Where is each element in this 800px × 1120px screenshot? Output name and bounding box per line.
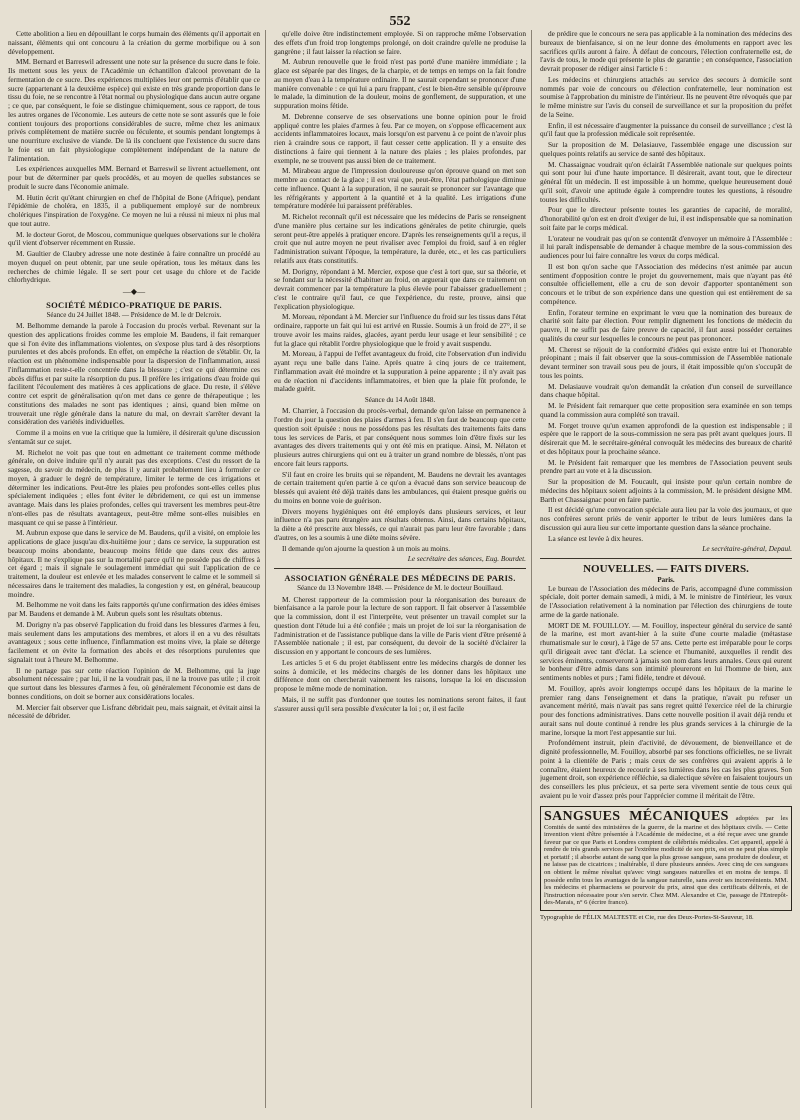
paragraph: S'il faut en croire les bruits qui se répandent, M. Baudens ne devrait les avantages de certain traitement qu'en partie à ce qu'on a évacué dans son service beaucoup de blessés qui avaient été déjà traités dans les ambulances, qui étaient presque guéris ou du moins en bonne voie de guérison. xyxy=(274,469,526,505)
paragraph: M. le Président fait remarquer que les membres de l'Association peuvent seuls prendre part au vote et à la discussion. xyxy=(540,457,792,476)
paragraph: Les médecins et chirurgiens attachés au service des secours à domicile sont nommés par voie de concours ou d'élection confraternelle, leur nomination est soumise à l'approbation du ministre de l'intérieur. Ils ne peuvent être révoqués que par le même ministre sur l'avis du conseil de surveillance et sur la proposition du préfet de la Seine. xyxy=(540,74,792,119)
paragraph: Cette abolition a lieu en dépouillant le corps humain des éléments qu'il apportait en naissant, éléments qui ont concouru à la création du germe morbifique ou à son développement. xyxy=(8,30,260,56)
advertisement-box xyxy=(540,806,792,911)
paragraph: Mais, il ne suffit pas d'ordonner que toutes les nominations seront faites, il faut s'assurer aussi qu'il sera possible d'exécuter la loi ; or, il est facile xyxy=(274,694,526,713)
paragraph: Il est décidé qu'une convocation spéciale aura lieu par la voie des journaux, et que nos confrères seront priés de venir apporter le tribut de leurs lumières dans la discussion qui aura lieu sur cette importante question dans la séance prochaine. xyxy=(540,505,792,532)
article-columns xyxy=(8,30,792,1108)
paragraph: La séance est levée à dix heures. xyxy=(548,533,644,543)
paragraph: M. Dorigny n'a pas observé l'application du froid dans les blessures d'armes à feu, mais seulement dans les amputations des membres, et alors il en a vu des résultats avantageux ; sous cette influence, l'inflammation est moins vive, la plaie se déterge facilement et on évite la formation des abcès et des résorptions purulentes que signalait tout à l'heure M. Belhomme. xyxy=(8,619,260,664)
paragraph: Le bureau de l'Association des médecins de Paris, accompagné d'une commission spéciale, doit porter demain samedi, à midi, à M. le ministre de l'intérieur, les vœux de l'Association relativement à la nomination par l'élection des chirurgiens de toute arme de la garde nationale. xyxy=(540,583,792,619)
paragraph: M. Moreau, répondant à M. Mercier sur l'influence du froid sur les tissus dans l'état ordinaire, rapporte un fait qui lui est arrivé en Russie. Soumis à un froid de 27°, il se trouve avoir les mains raides, glacées, ayant perdu leur usage et leur sensibilité ; ce fut la glace qui rétablit l'ordre physiologique que le froid y avait suspendu. xyxy=(274,312,526,348)
paragraph: M. le Président fait remarquer que cette proposition sera examinée en son temps quand la commission aura complété son travail. xyxy=(540,401,792,419)
ornament-divider: —◆— xyxy=(122,287,146,296)
paragraph: M. Hutin écrit qu'étant chirurgien en chef de l'hôpital de Bone (Afrique), pendant l'épidémie de choléra, en 1835, il a publiquement employé sur de nombreux cholériques l'inspiration de l'oxygène. Ce moyen ne lui a réussi ni mieux ni plus mal que tout autre. xyxy=(8,192,260,228)
news-heading: NOUVELLES. — FAITS DIVERS. xyxy=(583,563,749,575)
paragraph: M. Gaultier de Claubry adresse une note destinée à faire connaître un procédé au moyen duquel on peut obtenir, par une seule opération, tous les métaux dans les recherches de chimie légale. Il se sert pour cet usage du chlore et de l'acide chlorhydrique. xyxy=(8,249,260,285)
paragraph: Profondément instruit, plein d'activité, de dévouement, de bienveillance et de dignité professionnelle, M. Fouilloy, absorbé par ses fonctions officielles, ne se livrait point à la clientèle de Paris ; mais ceux de ses confrères qui avaient appris à le connaître, étaient heureux de recourir à ses lumières dans les cas les plus graves. Son jugement droit, son expérience réfléchie, sa dialectique sévère en faisaient toujours un des conseillers les plus précieux, et sa perte sera vivement sentie de tous ceux qui avaient pu le voir d'assez près pour l'apprécier comme il méritait de l'être. xyxy=(540,738,792,800)
paragraph: M. Debrenne conserve de ses observations une bonne opinion pour le froid appliqué contre les plaies d'armes à feu. Par ce moyen, on s'oppose efficacement aux accidents inflammatoires locaux, mais lorsqu'on est parvenu à ce point de n'avoir plus rien à craindre sous ce rapport, il faut cesser cette application. Il y a ensuite des distinctions à faire qui tiennent à la nature des plaies ; les plaies profondes, par exemple, ne se trouvent pas aussi bien de ce traitement. xyxy=(274,111,526,165)
paragraph: Il ne partage pas sur cette réaction l'opinion de M. Belhomme, qui la juge absolument nécessaire ; par lui, il ne la voudrait pas, il ne la trouve pas utile ; il croit que surtout dans les blessures d'armes à feu, où généralement l'économie est dans de bonnes conditions, on doit se borner aux considérations locales. xyxy=(8,665,260,701)
paragraph: Enfin, l'orateur termine en exprimant le vœu que la nomination des bureaux de charité soit faite par élection. Pour remplir dignement les fonctions de médecin du pauvre, il ne suffit pas de faire preuve de capacité, il faut aussi posséder certaines qualités du cœur sur lesquelles le concours ne peut pas prononcer. xyxy=(540,307,792,343)
paragraph: M. Charrier, à l'occasion du procès-verbal, demande qu'on laisse en permanence à l'ordre du jour la question des plaies d'armes à feu. Il s'en faut de beaucoup que cette question soit épuisée : nous ne possédons pas les résultats des traitements faits dans tous les services de Paris, et par conséquent nous sommes loin d'être fixés sur les avantages des divers traitements qui y ont été mis en pratique. Ainsi, M. Nélaton et plusieurs autres chirurgiens qui ont eu à traiter un grand nombre de blessés, n'ont pas encore fait leurs rapports. xyxy=(274,406,526,468)
session-date: Séance du 14 Août 1848. xyxy=(364,396,436,404)
paragraph: M. Mirabeau argue de l'impression douloureuse qu'on éprouve quand on met son membre au contact de la glace ; il est vrai que, peut-être, l'état pathologique diminue cette influence. Quant à la suppuration, il ne saurait se prononcer sur l'avantage que les réfrigérants y apportent à la quantité et à la qualité. Les irrigations d'une température modérée lui paraissent préférables. xyxy=(274,166,526,211)
paragraph: M. Delasiauve voudrait qu'on demandât la création d'un conseil de surveillance dans chaque hôpital. xyxy=(540,381,792,400)
signature: Le secrétaire-général, Depaul. xyxy=(702,544,792,554)
paragraph: M. Richelot reconnaît qu'il est nécessaire que les médecins de Paris se renseignent d'une manière plus certaine sur les indications générales de petite chirurgie, quels seront peut-être appelés à pratiquer encore. D'après les renseignements qu'il a reçus, il croit que nul autre moyen ne peut rivaliser avec l'emploi du froid, sauf à en régler l'administration suivant l'époque, la température, la durée, etc., et les cas particuliers relatifs aux états constitutifs. xyxy=(274,212,526,265)
paragraph: M. Chassaignac voudrait qu'on éclairât l'Assemblée nationale sur quelques points qui sont pour lui d'une haute importance. Il désirerait, avant tout, que le directeur général fût un médecin. Il est impossible à un homme, quelque heureusement doué qu'il soit, d'avoir une aptitude égale à comprendre toutes les questions, à résoudre toutes les difficultés. xyxy=(540,159,792,204)
paragraph: M. Aubrun renouvelle que le froid n'est pas porté d'une manière immédiate ; la glace est séparée par des linges, de la charpie, et de temps en temps on la fait fondre au moyen d'eau à la température ordinaire. Il ne saurait cependant se prononcer d'une manière convenable : ce qui lui a paru frappant, c'est le bien-être sensible qu'éprouve le malade, la diminution de la douleur, moins de gonflement, de suppuration, et une suppuration moins fétide. xyxy=(274,57,526,110)
section-heading: SOCIÉTÉ MÉDICO-PRATIQUE DE PARIS. xyxy=(46,299,222,310)
ad-title: SANGSUES MÉCANIQUES xyxy=(544,808,729,824)
session-date: Séance du 24 Juillet 1848. — Présidence de M. le dr Delcroix. xyxy=(46,310,222,319)
paragraph: M. Cherest se réjouit de la conformité d'idées qui existe entre lui et l'honorable préopinant ; mais il fait observer que la sous-commission de l'Assemblée nationale devant terminer son travail sous peu de jours, il était impossible qu'on s'occupât de tous les points. xyxy=(540,344,792,380)
paragraph: M. Aubrun expose que dans le service de M. Baudens, qu'il a visité, on emploie les applications de glace jusqu'au dix-huitième jour ; dans ce service, la suppuration est beaucoup moins abondante, beaucoup moins fétide que dans ceux des autres hôpitaux. Il ne s'explique pas sur la mortalité parce qu'il ne possède pas de chiffres à cet égard ; mais il signale le soulagement immédiat qui suit l'application de ce traitement, la douleur est enlevée et les malades conservent le calme et le sommeil si nécessaires dans le traitement des maladies, la congestion y est, en général, beaucoup moindre. xyxy=(8,528,260,599)
session-date: Séance du 13 Novembre 1848. — Présidence de M. le docteur Bouillaud. xyxy=(297,584,503,593)
paragraph: Les expériences auxquelles MM. Bernard et Barreswil se livrent actuellement, ont pour but de déterminer par quels procédés, et au moyen de quelles substances se produit le sucre dans l'économie animale. xyxy=(8,164,260,191)
column-2 xyxy=(274,30,532,1108)
paragraph: de prédire que le concours ne sera pas applicable à la nomination des médecins des bureaux de bienfaisance, si on ne leur donne des émoluments en rapport avec les sacrifices qu'ils auront à faire. À défaut de concours, l'élection confraternelle est, de l'avis de tous, le mode qui présente le plus de garantie ; en conséquence, l'association devrait proposer de rédiger ainsi l'article 6 : xyxy=(540,30,792,73)
paragraph: Enfin, il est nécessaire d'augmenter la puissance du conseil de surveillance ; c'est là qu'il faut que la profession médicale soit représentée. xyxy=(540,120,792,139)
paragraph: Pour que le directeur présente toutes les garanties de capacité, de moralité, d'honorabilité qu'on est en droit d'exiger de lui, il est indispensable que sa nomination soit faite par le corps médical. xyxy=(540,205,792,232)
paragraph: M. Mercier fait observer que Lisfranc débridait peu, mais saignait, et évitait ainsi la nécessité de débrider. xyxy=(8,702,260,721)
section-rule xyxy=(540,558,792,559)
paragraph: Sur la proposition de M. Foucault, qui insiste pour qu'un certain nombre de médecins des hôpitaux soient adjoints à la commission, M. le président désigne MM. Barth et Chassaignac pour en faire partie. xyxy=(540,477,792,504)
paragraph: L'orateur ne voudrait pas qu'on se contentât d'envoyer un mémoire à l'Assemblée : il lui paraît indispensable de demander à chaque membre de la sous-commission des audiences pour lui faire connaître les vœux du corps médical. xyxy=(540,233,792,260)
column-1 xyxy=(8,30,266,1108)
paragraph: M. Dorigny, répondant à M. Mercier, expose que c'est à tort que, sur sa théorie, et se fondant sur la nécessité d'habituer au froid, on arguerait que dans ce traitement on devrait commencer par la température la plus élevée pour l'abaisser graduellement ; c'est le contraire qu'il faut, ce que l'expérience, du reste, prouve, ainsi que l'explication physiologique. xyxy=(274,266,526,311)
signature: Le secrétaire des séances, Eug. Bourdet. xyxy=(407,554,526,564)
city-heading: Paris. xyxy=(657,576,675,585)
paragraph: MORT DE M. FOUILLOY. — M. Fouilloy, inspecteur général du service de santé de la marine, est mort avant-hier à la suite d'une courte maladie (métastase rhumatismale sur le cœur), à l'âge de 57 ans. Cette perte est irréparable pour le corps qu'il dirigeait avec tant d'éclat. La science et l'humanité, auxquelles il rendit des services éminents, conserveront à jamais son nom dans leurs annales. Ceux qui eurent le bonheur d'être admis dans son intimité pleureront en lui l'homme de bien, aux sentiments nobles et purs ; l'ami fidèle, tendre et dévoué. xyxy=(540,620,792,683)
paragraph: M. Cherest rapporteur de la commission pour la réorganisation des bureaux de bienfaisance a la parole pour la lecture de son rapport. Il fait observer à l'assemblée que la commission, dont il est l'interprète, veut présenter un travail complet sur la question dont l'étude lui a été confiée ; mais un projet de loi sur la réorganisation de l'administration et de l'assistance publique dans la ville de Paris vient d'être présenté à l'Assemblée nationale ; il est, par conséquent, du devoir de la société d'éclairer la discussion en y apportant le concours de ses lumières. xyxy=(274,594,526,657)
paragraph: Divers moyens hygiéniques ont été employés dans plusieurs services, et leur influence n'a pas paru étrangère aux résultats obtenus. Ainsi, dans certains hôpitaux, la diète a été prescrite aux blessés, ce qui n'aurait pas paru leur être favorable ; dans d'autres, on les a soumis à une diète moins sévère. xyxy=(274,506,526,542)
section-heading: ASSOCIATION GÉNÉRALE DES MÉDECINS DE PARIS. xyxy=(284,573,516,584)
paragraph: M. Richelot ne voit pas que tout en admettant ce traitement comme méthode générale, on doive induire qu'il n'y aurait pas des exceptions. C'est du ressort de la sagesse, du savoir du médecin, de plus il y aurait probablement lieu à formuler ce moyen, à graduer le degré de température, limiter le terme de ces irrigations et déterminer les indications. Peut-être les plaies peu profondes sont-elles celles plus spécialement indiquées ; elles font éviter le débridement, ce qui est un immense avantage. Mais dans les plaies profondes, celles qui traversent les membres peut-être n'ont-elles pas de résultats avantageux, peut-être même sont-elles nuisibles en masquant ce qui se passe à l'intérieur. xyxy=(8,447,260,527)
paragraph: Comme il a moins en vue la critique que la lumière, il désirerait qu'une discussion s'entamât sur ce sujet. xyxy=(8,428,260,446)
paragraph: M. Fouilloy, après avoir longtemps occupé dans les hôpitaux de la marine le premier rang dans l'enseignement et dans la pratique, n'avait pu refuser un avancement mérité, mais n'avait pas sans regret quitté l'exercice réel de la chirurgie pour des fonctions administratives. Dans cette nouvelle position il avait déjà rendu et aurait sans nul doute continué à rendre les plus grands services à la chirurgie de la marine, lorsque la mort l'est appesantie sur lui. xyxy=(540,683,792,737)
paragraph: M. Belhomme demande la parole à l'occasion du procès verbal. Revenant sur la question des applications froides comme les emploie M. Baudens, il fait remarquer que si l'on évite des inflammations violentes, on s'expose plus tard à des résorptions purulentes et des abcès profonds. En effet, on empêche la réaction de s'établir. Or, la réaction est un phénomène indispensable pour la dispersion de l'inflammation, aussi l'inflammation reste-t-elle concentrée dans la blessure ; c'est ce qui détermine ces abcès diffus et par suite la résorption du pus. Il préfère les irrigations d'eau froide qui facilitent l'écoulement des matières à ces applications de glace. Du reste, il s'élève contre cet esprit de généralisation qu'on met dans ce genre de thérapeutique ; les constitutions des malades ne sont pas identiques ; ainsi, quand bien même on trouverait une règle générale dans la nature du mal, on devrait s'arrêter devant la considération des variétés individuelles. xyxy=(8,321,260,427)
paragraph: qu'elle doive être indistinctement employée. Si on rapproche même l'observation des effets d'un froid trop longtemps prolongé, on doit craindre qu'elle ne produise la gangrène ; il faut laisser la réaction se faire. xyxy=(274,30,526,56)
page-number: 552 xyxy=(389,14,411,29)
paragraph: Les articles 5 et 6 du projet établissent entre les médecins chargés de donner les soins à domicile, et les médecins chargés de les donner dans les hôpitaux une différence dont on chercherait vainement les raisons, lorsque la loi en discussion propose le même mode de nomination. xyxy=(274,657,526,694)
paragraph: Il est bon qu'on sache que l'Association des médecins n'est animée par aucun sentiment d'opposition contre le projet du gouvernement, mais que n'ayant pas été consultée officiellement, elle a cru de son devoir d'apporter spontanément son concours et le tribut de son expérience dans une question qui est entièrement de sa compétence. xyxy=(540,261,792,306)
section-rule xyxy=(274,568,526,569)
paragraph: M. Moreau, à l'appui de l'effet avantageux du froid, cite l'observation d'un individu ayant reçu une balle dans l'aine. Après quatre à cinq jours de ce traitement, l'inflammation avait été moindre et la suppuration à peine apparente ; il n'y avait pas eu de réaction ni d'accidents inflammatoires, et bien que la plaie fût profonde, le malade guérit. xyxy=(274,349,526,394)
paragraph: MM. Bernard et Barreswil adressent une note sur la présence du sucre dans le foie. Ils mettent sous les yeux de l'Académie un échantillon d'alcool provenant de la fermentation de ce sucre. Des expériences multipliées leur ont permis d'établir que ce sucre (appartenant à la deuxième espèce) qui existe en très grande proportion dans le tissu du foie, ne se rencontre à l'état normal ou physiologique dans aucun autre organe ; ce que, par conséquent, le foie se distingue chimiquement, sous ce rapport, de tous les autres organes de l'économie. Les auteurs de cette note se sont assurés que le foie contient toujours des proportions considérables de sucre, même chez les animaux privés complètement de matière sucrée ou féculente, et soumis pendant longtemps à une nourriture exclusive de viande. De là ils concluent que l'existence du sucre dans le foie est un fait physiologique complètement indépendant de la nature de l'alimentation. xyxy=(8,57,260,163)
paragraph: M. Belhomme ne voit dans les faits rapportés qu'une confirmation des idées émises par M. Baudens et demande à M. Aubrun quels sont les résultats obtenus. xyxy=(8,600,260,619)
paragraph: M. Forget trouve qu'un examen approfondi de la question est indispensable ; il espère que le rapport de la sous-commission ne sera pas prêt avant quelques jours. Il désirerait que M. le secrétaire-général convoquât les médecins des bureaux de charité et des hôpitaux pour la prochaine séance. xyxy=(540,420,792,456)
paragraph: Il demande qu'on ajourne la question à un mois au moins. xyxy=(282,543,451,553)
column-3 xyxy=(540,30,792,1108)
paragraph: Sur la proposition de M. Delasiauve, l'assemblée engage une discussion sur quelques points relatifs au service de santé des hôpitaux. xyxy=(540,140,792,158)
paragraph: M. le docteur Gorot, de Moscou, communique quelques observations sur le choléra qu'il vient d'observer récemment en Russie. xyxy=(8,229,260,248)
ad-text: adoptées par les Comités de santé des ministères de la guerre, de la marine et des hôpitaux civils. — Cette invention vient d'être présentée à l'Académie de médecine, et a été reçue avec une grande faveur par ce que Paris et Londres comptent de célébrités médicales. Cet appareil, appelé à rendre de très grands services par l'extrême modicité de son prix, est en ne peut plus simple et portatif ; il absorbe autant de sang que la plus grosse sangsue, sans produire de douleur, et ne laisse pas de cicatrices ; inaltérable, il dure plusieurs années. Avec cinq de ces sangsues on obtient le même résultat qu'avec vingt sangsues naturelles et en moins de temps. Il possède enfin tous les avantages de la sangsue naturelle, sans avoir ses inconvénients. MM. les médecins et pharmaciens se pourvoir du prix, ainsi que des certificats délivrés, et de l'instruction nécessaire pour s'en servir. Chez MM. Alexandre et Cie, passage de l'Entrepôt-des-Marais, n° 6 (écrire franco). xyxy=(544,814,788,907)
printer-imprint: Typographie de FÉLIX MALTESTE et Cie, rue des Deux-Portes-St-Sauveur, 18. xyxy=(540,913,754,921)
